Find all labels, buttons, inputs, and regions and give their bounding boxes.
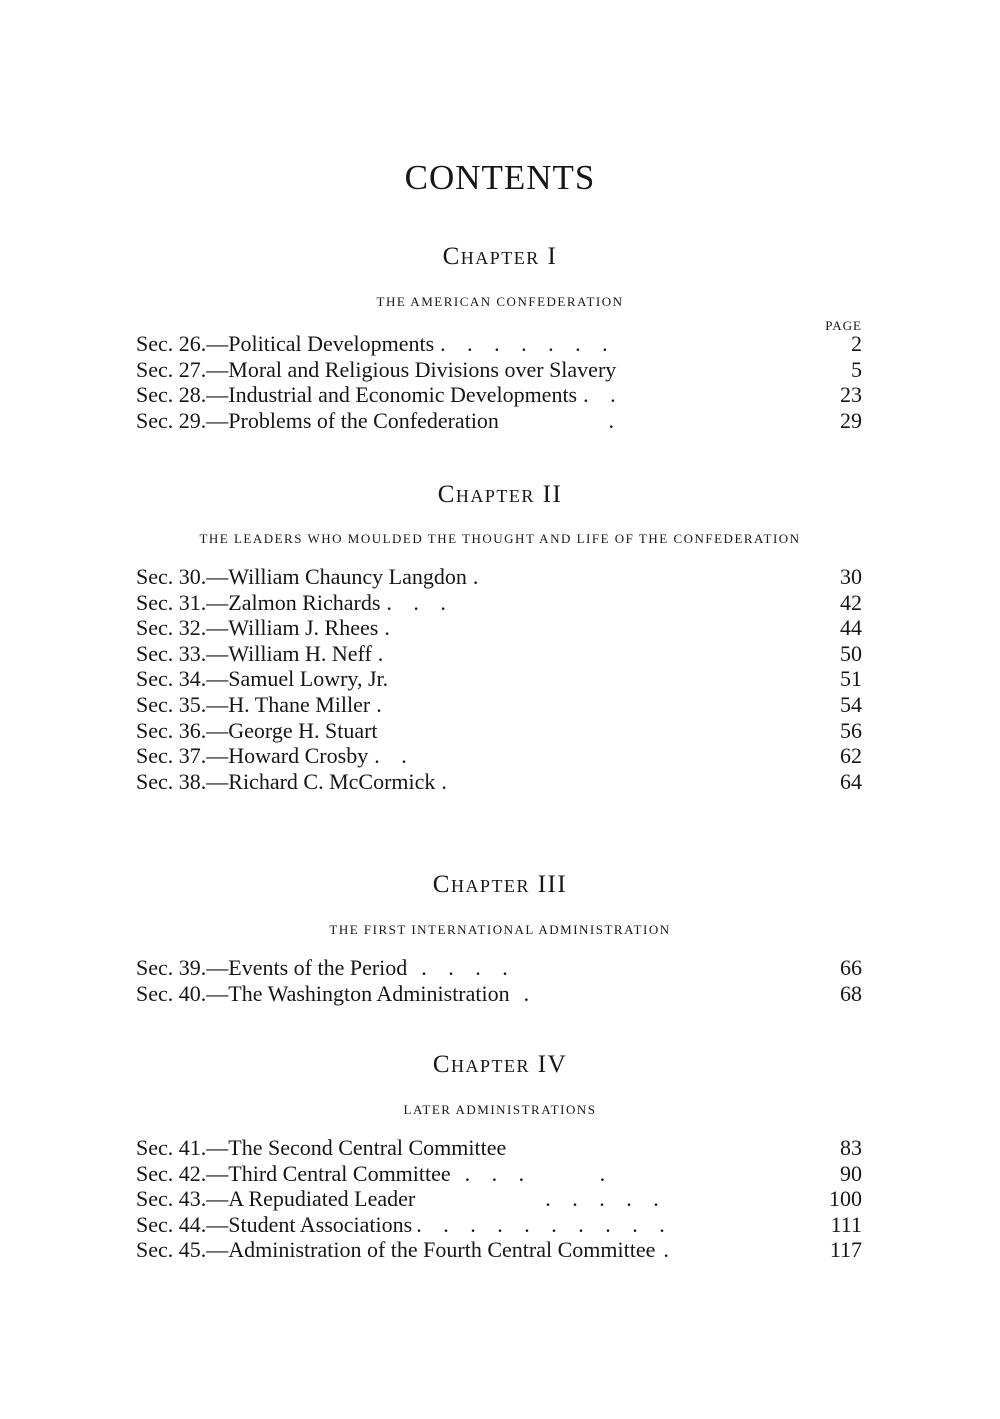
entry-page-number: 68 [840, 980, 862, 1006]
chapter-4 [0, 1050, 1000, 1263]
dot-leader: . [523, 980, 538, 1006]
dot-leader: . [472, 564, 487, 589]
entry-page-number: 23 [840, 382, 862, 408]
entry-title: Sec. 31.—Zalmon Richards [136, 589, 381, 615]
chapter-heading: Chapter I [442, 243, 558, 270]
entry-page-number: 44 [840, 615, 862, 641]
toc-entry[interactable] [0, 981, 1000, 1007]
entry-title: Sec. 40.—The Washington Administration [136, 980, 510, 1006]
toc-entry[interactable] [0, 955, 1000, 981]
toc-entry[interactable] [0, 590, 1000, 616]
entry-page-number: 100 [829, 1186, 862, 1212]
toc-entry[interactable] [0, 1135, 1000, 1161]
entry-page-number: 56 [840, 717, 862, 743]
toc-entry[interactable] [0, 615, 1000, 641]
toc-entry[interactable] [0, 408, 1000, 434]
dot-leader: . [663, 1237, 677, 1263]
toc-entry[interactable] [0, 641, 1000, 667]
chapter-2 [0, 480, 1000, 794]
entry-list [0, 564, 1000, 794]
entry-page-number: 64 [840, 768, 862, 794]
toc-entry[interactable] [0, 1161, 1000, 1187]
toc-entry[interactable] [0, 357, 1000, 383]
dot-leader: . . . . . . . . . . [416, 1211, 673, 1237]
toc-entry[interactable] [0, 718, 1000, 744]
entry-title: Sec. 26.—Political Developments [136, 331, 435, 356]
toc-entry[interactable] [0, 564, 1000, 590]
chapter-subtitle: THE LEADERS WHO MOULDED THE THOUGHT AND LIFE OF THE CONFEDERATION [199, 531, 801, 546]
chapter-subtitle: THE AMERICAN CONFEDERATION [376, 294, 624, 309]
chapter-1 [0, 242, 1000, 433]
entry-title: Sec. 35.—H. Thane Miller [136, 691, 371, 717]
dot-leader: . . . . [464, 1160, 614, 1186]
chapter-heading: Chapter II [437, 481, 563, 508]
entry-title: Sec. 36.—George H. Stuart [136, 717, 378, 743]
entry-page-number: 117 [829, 1237, 862, 1263]
toc-entry[interactable] [0, 1212, 1000, 1238]
entry-list [0, 331, 1000, 433]
entry-title: Sec. 32.—William J. Rhees [136, 615, 379, 641]
entry-page-number: 2 [851, 331, 862, 356]
entry-page-number: 111 [830, 1211, 862, 1237]
dot-leader: . [384, 615, 398, 641]
entry-title: Sec. 38.—Richard C. McCormick [136, 768, 436, 794]
entry-page-number: 83 [840, 1135, 862, 1160]
chapter-3 [0, 870, 1000, 1006]
toc-entry[interactable] [0, 1237, 1000, 1263]
entry-page-number: 62 [840, 743, 862, 769]
toc-entry[interactable] [0, 382, 1000, 408]
entry-list [0, 1135, 1000, 1263]
entry-page-number: 50 [840, 640, 862, 666]
entry-title: Sec. 44.—Student Associations [136, 1211, 413, 1237]
dot-leader: . . [374, 743, 415, 769]
chapter-heading: Chapter III [432, 871, 568, 898]
dot-leader: . [441, 768, 455, 794]
page-column-label: PAGE [825, 318, 862, 333]
dot-leader: . [377, 640, 392, 666]
entry-title: Sec. 43.—A Repudiated Leader [136, 1186, 416, 1212]
dot-leader: . [594, 407, 622, 433]
dot-leader: . . . . [421, 955, 516, 980]
chapter-subtitle: THE FIRST INTERNATIONAL ADMINISTRATION [329, 922, 671, 937]
entry-title: Sec. 27.—Moral and Religious Divisions over Slavery [136, 356, 617, 382]
dot-leader: . . . [386, 589, 454, 615]
toc-entry[interactable] [0, 666, 1000, 692]
chapter-heading: Chapter IV [432, 1051, 568, 1078]
entry-title: Sec. 37.—Howard Crosby [136, 743, 369, 769]
dot-leader: . . [583, 382, 624, 408]
entry-title: Sec. 29.—Problems of the Confederation [136, 407, 499, 433]
entry-page-number: 30 [840, 564, 862, 589]
entry-title: Sec. 41.—The Second Central Committee [136, 1135, 507, 1160]
entry-page-number: 54 [840, 691, 862, 717]
entry-title: Sec. 34.—Samuel Lowry, Jr. [136, 666, 389, 692]
toc-entry[interactable] [0, 769, 1000, 795]
entry-page-number: 29 [840, 407, 862, 433]
entry-page-number: 5 [851, 356, 862, 382]
entry-page-number: 42 [840, 589, 862, 615]
entry-title: Sec. 28.—Industrial and Economic Developments [136, 382, 578, 408]
entry-page-number: 51 [840, 666, 862, 692]
entry-title: Sec. 30.—William Chauncy Langdon [136, 564, 467, 589]
dot-leader: . [376, 691, 390, 717]
entry-title: Sec. 33.—William H. Neff [136, 640, 372, 666]
entry-title: Sec. 45.—Administration of the Fourth Central Committee [136, 1237, 656, 1263]
chapter-subtitle: LATER ADMINISTRATIONS [403, 1102, 597, 1117]
toc-entry[interactable] [0, 692, 1000, 718]
page-title: CONTENTS [404, 158, 596, 197]
entry-page-number: 90 [840, 1160, 862, 1186]
dot-leader: . . . . . . . [440, 331, 616, 356]
toc-entry[interactable] [0, 1186, 1000, 1212]
entry-list [0, 955, 1000, 1006]
toc-entry[interactable] [0, 331, 1000, 357]
entry-title: Sec. 42.—Third Central Committee [136, 1160, 451, 1186]
dot-leader: . . . . . [545, 1186, 667, 1212]
entry-title: Sec. 39.—Events of the Period [136, 955, 408, 980]
entry-page-number: 66 [840, 955, 862, 980]
toc-entry[interactable] [0, 743, 1000, 769]
